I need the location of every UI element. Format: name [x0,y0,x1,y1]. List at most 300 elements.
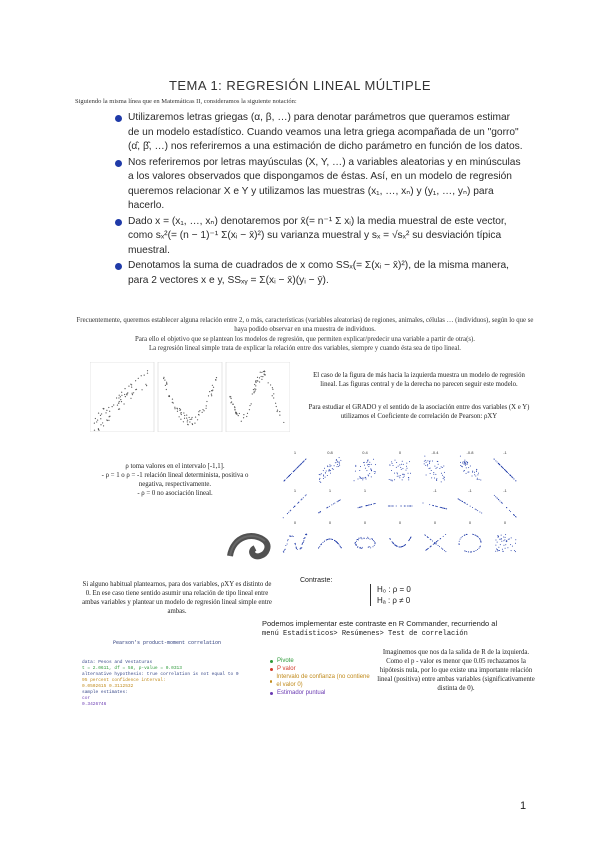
scatter-point [477,479,478,480]
scatter-point [329,466,330,467]
scatter-point [329,464,330,465]
scatter-point [257,380,258,381]
scatter-point [464,463,465,464]
grid-label: -1 [503,450,507,455]
scatter-point [440,538,441,539]
scatter-point [498,536,499,537]
scatter-point [501,466,502,467]
scatter-point [432,505,433,506]
scatter-point [279,411,280,412]
scatter-point [431,477,432,478]
scatter-point [103,408,104,409]
scatter-point [131,387,132,388]
scatter-point [233,404,234,405]
scatter-point [424,461,425,462]
scatter-point [116,397,117,398]
grid-label: 0 [398,520,402,525]
scatter-point [216,377,217,378]
scatter-point [368,505,369,506]
scatter-point [462,466,463,467]
scatter-point [407,506,408,507]
scatter-point [503,545,504,546]
scatter-point [276,406,277,407]
scatter-point [325,472,326,473]
scatter-point [509,510,510,511]
scatter-point [463,461,464,462]
scatter-point [329,506,330,507]
scatter-point [441,548,442,549]
scatter-point [273,393,274,394]
scatter-point [428,548,429,549]
scatter-point [409,539,410,540]
scatter-point [304,538,305,539]
scatter-point [297,549,298,550]
scatter-point [436,478,437,479]
scatter-point [215,380,216,381]
scatter-point [293,471,294,472]
scatter-point [440,507,441,508]
scatter-point [126,394,127,395]
scatter-point [145,384,146,385]
scatter-point [437,506,438,507]
scatter-point [433,472,434,473]
r-output-title: Pearson's product-moment correlation [112,640,222,646]
legend-item: P valor [270,665,370,673]
scatter-point [328,539,329,540]
scatter-point [497,542,498,543]
scatter-point [429,463,430,464]
scatter-point [243,414,244,415]
scatter-point [144,375,145,376]
scatter-point [323,474,324,475]
scatter-point [498,537,499,538]
scatter-point [474,474,475,475]
bullet-item: Denotamos la suma de cuadrados de x como SSₓ(= Σ(xᵢ − x̄)²), de la misma manera, para 2 vectores x e y, SSₓᵧ = Σ(xᵢ − x̄)(yᵢ − ȳ). [128,259,523,288]
scatter-point [427,549,428,550]
scatter-point [172,399,173,400]
scatter-point [235,412,236,413]
scatter-point [480,480,481,481]
scatter-point [371,504,372,505]
scatter-point [183,421,184,422]
scatter-point [501,502,502,503]
scatter-point [119,401,120,402]
scatter-point [356,541,357,542]
correlation-examples-grid [280,448,530,558]
scatter-point [213,387,214,388]
scatter-point [368,474,369,475]
scatter-point [102,422,103,423]
scatter-point [404,545,405,546]
scatter-point [339,544,340,545]
legend-dot-icon [270,668,273,671]
scatter-point [163,378,164,379]
test-motivation: Si alguno habitual plantearnos, para dos variables, ρXY es distinto de 0. En ese caso tiene sentido asumir una relación de tipo lineal entre ambas variables y plantear un modelo de regresión lineal simple entre ambas. [82,581,272,615]
scatter-point [429,504,430,505]
scatter-point [397,473,398,474]
scatter-point [405,506,406,507]
scatter-point [425,460,426,461]
scatter-point [409,506,410,507]
scatter-point [183,412,184,413]
bullet-item: Utilizaremos letras griegas (α, β, …) para denotar parámetros que queramos estimar de un modelo estadístico. Cuando veamos una letra griega acompañada de un "gorro" (α̂, β̂, …) nos referiremos a una estimación de dicho parámetro en función de los datos. [128,111,523,155]
scatter-point [300,547,301,548]
scatter-point [118,403,119,404]
scatter-point [125,396,126,397]
scatter-point [321,473,322,474]
scatter-point [472,471,473,472]
r-output-line: sample estimates: [82,690,128,695]
paragraph-frequency: Frecuentemente, queremos establecer alguna relación entre 2, o más, características (variables aleatorias) de regiones, animales, células … (individuos), según lo que se haya podido observar en una muestra de individuos. [76,317,534,333]
scatter-point [369,473,370,474]
scatter-point [465,465,466,466]
scatter-point [202,412,203,413]
scatter-point [515,480,516,481]
scatter-point [283,517,284,518]
scatter-point [444,477,445,478]
scatter-point [505,544,506,545]
scatter-point [121,392,122,393]
scatter-point [475,476,476,477]
scatter-point [338,543,339,544]
scatter-point [147,370,148,371]
scatter-point [375,464,376,465]
grid-label: -1 [468,488,472,493]
scatter-point [460,462,461,463]
r-output-line: alternative hypothesis: true correlation is not equal to 0 [82,672,239,677]
scatter-point [327,539,328,540]
scatter-point [288,539,289,540]
scatter-point [497,462,498,463]
scatter-point [437,461,438,462]
scatter-point [365,477,366,478]
scatter-point [513,514,514,515]
scatter-point [370,547,371,548]
scatter-point [497,535,498,536]
scatter-point [290,510,291,511]
scatter-point [402,461,403,462]
scatter-point [331,539,332,540]
scatter-point [403,474,404,475]
scatter-point [119,408,120,409]
scatter-point [442,507,443,508]
scatter-point [331,504,332,505]
scatter-point [284,549,285,550]
scatter-point [504,469,505,470]
scatter-point [400,475,401,476]
grid-label: 1 [293,488,297,493]
scatter-point [466,551,467,552]
scatter-point [478,537,479,538]
scatter-point [195,416,196,417]
scatter-point [478,548,479,549]
scatter-point [411,506,412,507]
scatter-point [179,408,180,409]
scatter-point [400,506,401,507]
grid-label: 0.8 [327,450,333,455]
scatter-point [427,464,428,465]
scatter-point [337,466,338,467]
scatter-point [211,390,212,391]
scatter-point [475,509,476,510]
scatter-point [261,379,262,380]
scatter-point [368,475,369,476]
scatter-point [329,469,330,470]
scatter-point [432,541,433,542]
scatter-wave [229,371,284,424]
scatter-point [430,539,431,540]
scatter-quadratic [163,377,217,425]
scatter-point [138,378,139,379]
scatter-point [166,389,167,390]
scatter-point [375,503,376,504]
scatter-point [133,392,134,393]
scatter-point [326,539,327,540]
scatter-point [424,534,425,535]
scatter-point [206,405,207,406]
scatter-point [320,511,321,512]
scatter-point [498,550,499,551]
scatter-point [388,506,389,507]
scatter-point [511,537,512,538]
scatter-point [332,539,333,540]
scatter-point [179,416,180,417]
scatter-point [408,479,409,480]
regression-explanation: El caso de la figura de más hacia la izquierda muestra un modelo de regresión lineal. Las figuras central y de la derecha no parecen seguir este modelo. [313,372,525,388]
scatter-point [135,389,136,390]
scatter-point [406,470,407,471]
bullet-icon [115,115,122,122]
scatter-point [371,476,372,477]
scatter-point [100,424,101,425]
notation-list [128,111,523,289]
scatter-point [120,396,121,397]
scatter-point [164,380,165,381]
scatter-point [495,460,496,461]
scatter-point [435,474,436,475]
scatter-point [206,401,207,402]
scatter-point [497,498,498,499]
scatter-point [303,461,304,462]
scatter-point [403,464,404,465]
scatter-point [367,460,368,461]
scatter-point [430,473,431,474]
scatter-point [338,466,339,467]
scatter-point [390,480,391,481]
scatter-point [505,548,506,549]
scatter-point [506,507,507,508]
scatter-point [146,385,147,386]
legend-dot-icon [270,680,272,683]
scatter-point [299,465,300,466]
scatter-point [466,473,467,474]
grid-label: 1 [293,450,297,455]
scatter-point [290,536,291,537]
scatter-point [480,541,481,542]
scatter-point [319,546,320,547]
scatter-point [428,537,429,538]
scatter-point [318,512,319,513]
scatter-point [230,398,231,399]
scatter-point [340,460,341,461]
scatter-point [302,543,303,544]
scatter-point [208,395,209,396]
scatter-point [194,423,195,424]
scatter-point [470,466,471,467]
scatter-point [186,417,187,418]
legend-dot-icon [270,660,273,663]
scatter-point [433,474,434,475]
scatter-point [254,388,255,389]
scatter-point [507,472,508,473]
scatter-point [445,534,446,535]
scatter-point [357,546,358,547]
scatter-point [461,537,462,538]
scatter-point [180,412,181,413]
grid-label: 0 [433,520,437,525]
scatter-point [476,471,477,472]
scatter-point [166,384,167,385]
scatter-point [302,544,303,545]
scatter-point [466,467,467,468]
scatter-point [459,541,460,542]
scatter-point [284,550,285,551]
scatter-point [396,472,397,473]
scatter-point [322,542,323,543]
scatter-point [510,511,511,512]
scatter-point [253,389,254,390]
scatter-point [337,501,338,502]
scatter-point [459,499,460,500]
scatter-point [366,505,367,506]
scatter-point [460,500,461,501]
scatter-point [432,461,433,462]
scatter-point [191,418,192,419]
scatter-point [323,478,324,479]
scatter-point [460,539,461,540]
scatter-point [94,430,95,431]
scatter-point [402,479,403,480]
scatter-point [123,403,124,404]
scatter-point [165,385,166,386]
scatter-point [497,549,498,550]
scatter-point [355,465,356,466]
scatter-point [355,471,356,472]
scatter-point [198,411,199,412]
scatter-point [467,504,468,505]
scatter-point [205,408,206,409]
scatter-point [106,410,107,411]
scatter-point [515,539,516,540]
scatter-point [468,467,469,468]
scatter-point [169,395,170,396]
scatter-point [179,410,180,411]
scatter-point [512,546,513,547]
scatter-point [166,382,167,383]
scatter-point [400,467,401,468]
scatter-point [439,546,440,547]
scatter-point [291,473,292,474]
scatter-point [259,377,260,378]
scatter-point [465,464,466,465]
scatter-point [512,477,513,478]
scatter-point [392,480,393,481]
scatter-point [117,405,118,406]
scatter-point [163,377,164,378]
scatter-point [120,399,121,400]
scatter-point [333,503,334,504]
scatter-point [390,539,391,540]
scatter-point [330,465,331,466]
scatter-point [293,536,294,537]
scatter-point [444,472,445,473]
scatter-point [327,466,328,467]
scatter-point [398,476,399,477]
scatter-point [407,468,408,469]
grid-label: -0.8 [466,450,474,455]
scatter-point [458,498,459,499]
scatter-point [132,394,133,395]
scatter-point [472,534,473,535]
scatter-point [374,473,375,474]
swirl-figure [225,526,275,566]
scatter-point [371,470,372,471]
scatter-point [284,480,285,481]
scatter-point [296,548,297,549]
scatter-point [466,461,467,462]
scatter-point [188,424,189,425]
scatter-point [94,423,95,424]
scatter-point [516,517,517,518]
scatter-point [495,539,496,540]
output-legend [270,657,370,697]
scatter-point [283,552,284,553]
scatter-point [374,541,375,542]
scatter-point [442,549,443,550]
scatter-point [371,538,372,539]
bullet-icon [115,219,122,226]
scatter-point [439,468,440,469]
scatter-point [187,420,188,421]
scatter-point [371,464,372,465]
scatter-point [364,538,365,539]
scatter-point [396,462,397,463]
scatter-point [324,468,325,469]
scatter-point [340,546,341,547]
scatter-point [275,403,276,404]
scatter-point [239,413,240,414]
scatter-point [334,503,335,504]
scatter-point [507,547,508,548]
scatter-point [468,551,469,552]
bullet-item: Dado x = (x₁, …, xₙ) denotaremos por x̄(= n⁻¹ Σ xᵢ) la media muestral de este vector, como sₓ²(= (n − 1)⁻¹ Σ(xᵢ − x̄)²) su varianza muestral y sₓ = √sₓ² su desviación típica muestral. [128,215,523,259]
scatter-point [360,548,361,549]
scatter-point [498,499,499,500]
scatter-point [119,395,120,396]
scatter-point [247,413,248,414]
scatter-point [335,462,336,463]
scatter-point [103,425,104,426]
scatter-point [184,418,185,419]
scatter-point [113,404,114,405]
scatter-examples [90,362,290,432]
scatter-point [337,542,338,543]
scatter-point [501,535,502,536]
scatter-point [462,501,463,502]
scatter-point [243,417,244,418]
scatter-point [443,536,444,537]
scatter-point [321,543,322,544]
